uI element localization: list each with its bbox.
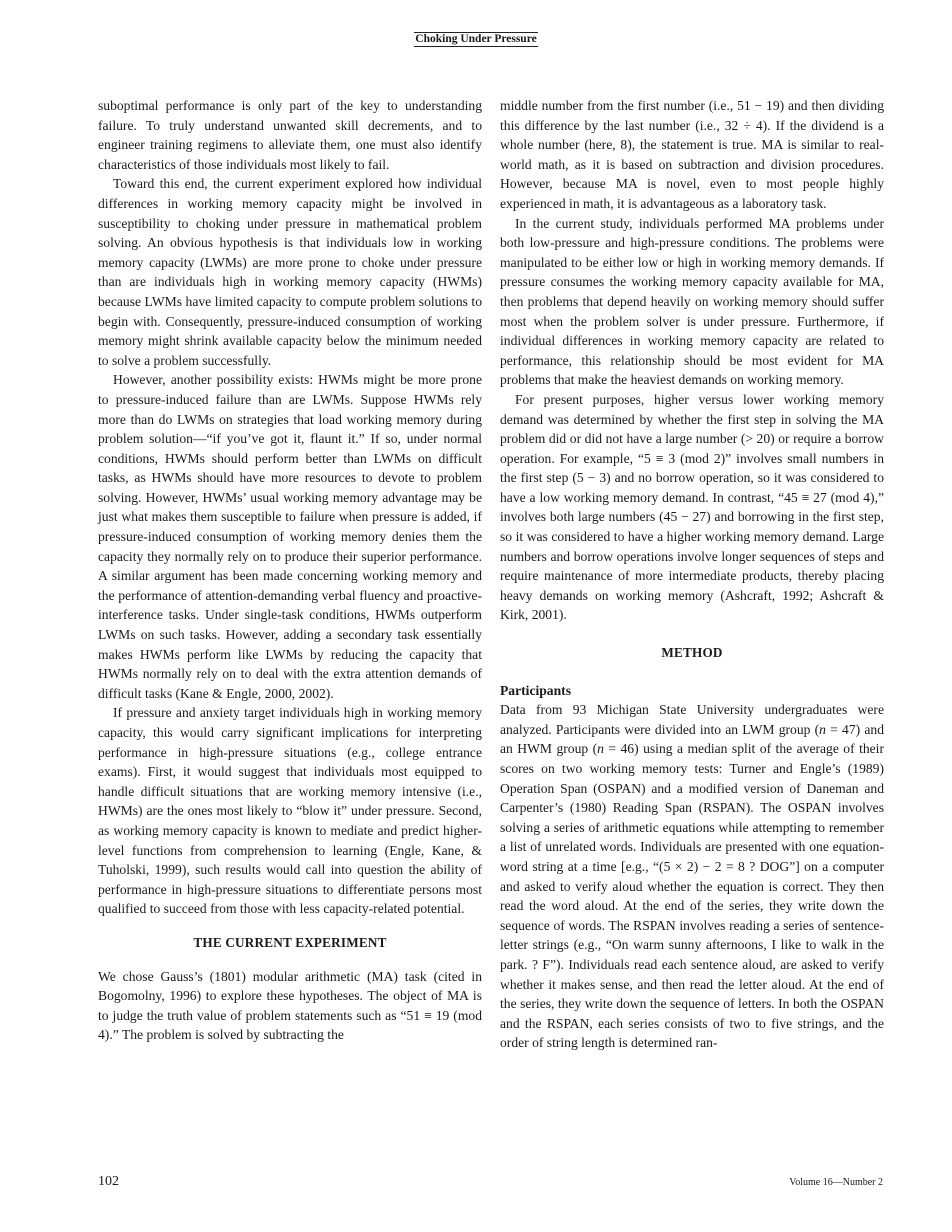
running-title: Choking Under Pressure [415,33,537,45]
left-paragraph-5: We chose Gauss’s (1801) modular arithmetic (MA) task (cited in Bogomolny, 1996) to explore these hypotheses. The object of MA is to judge the truth value of problem statements such as “51 ≡ 19 (mod 4).” The problem is solved by subtracting the [98,968,482,1043]
sample-size-symbol: n [597,741,604,757]
section-heading-method: METHOD [661,645,723,661]
volume-info: Volume 16—Number 2 [789,1177,883,1188]
right-paragraph-4: Data from 93 Michigan State University undergraduates were analyzed. Participants were divided into an LWM group (n = 47) and an HWM group (n = 46) using a median split of the average of their scores on two working memory tests: Turner and Engle’s (1989) Operation Span (OSPAN) and a modified version of Daneman and Carpenter’s (1980) Reading Span (RSPAN). The OSPAN involves solving a series of arithmetic equations while attempting to remember a list of unrelated words. Individuals are presented with one equation-word string at a time [e.g., “(5 × 2) − 2 = 8 ? DOG”] on a computer and asked to verify aloud whether the equation is correct. They then read the word aloud. At the end of the series, they write down the sequence of words. The RSPAN involves reading a series of sentence-letter strings (e.g., “On warm sunny afternoons, I like to walk in the park. ? F”). Individuals read each sentence aloud, are asked to verify whether it makes sense, and then read the letter aloud. At the end of the series, they write down the sequence of letters. In both the OSPAN and the RSPAN, each series consists of two to five strings, and the order of string length is determined ran- [500,702,884,1051]
subheading-participants: Participants [500,682,571,698]
page-number: 102 [98,1174,119,1189]
running-head [0,29,952,47]
right-paragraph-1: middle number from the first number (i.e., 51 − 19) and then dividing this difference by the last number (i.e., 32 ÷ 4). If the dividend is a whole number (here, 8), the statement is true. MA is similar to real-world math, as it is based on subtraction and division procedures. However, because MA is novel, even to most people highly experienced in math, it is advantageous as a laboratory task. [500,98,884,211]
left-paragraph-2: Toward this end, the current experiment explored how individual differences in working memory capacity might be involved in susceptibility to choking under pressure in mathematical problem solving. An obvious hypothesis is that individuals low in working memory capacity (LWMs) are more prone to choke under pressure than are individuals high in working memory capacity (HWMs) because LWMs have limited capacity to compute problem solutions to begin with. Consequently, pressure-induced consumption of working memory might shrink available capacity below the minimum needed to solve a problem successfully. [98,176,482,368]
left-paragraph-3: However, another possibility exists: HWMs might be more prone to pressure-induced failure than are LWMs. Suppose HWMs rely more than do LWMs on strategies that load working memory during problem solution—“if you’ve got it, flaunt it.” If so, under normal conditions, HWMs should perform better than LWMs on difficult tasks, as HWMs should have more resources to devote to problem solving. However, HWMs’ usual working memory advantage may be just what makes them susceptible to failure when pressure is added, if pressure-induced consumption of working memory denies them the capacity they normally rely on to produce their superior performance. A similar argument has been made concerning working memory and the performance of attention-demanding verbal fluency and proactive-interference tasks. Under single-task conditions, HWMs outperform LWMs on such tasks. However, adding a secondary task essentially makes HWMs perform like LWMs by reducing the capacity that HWMs normally rely on to deal with the extra attention demands of difficult tasks (Kane & Engle, 2000, 2002). [98,372,482,701]
left-paragraph-4: If pressure and anxiety target individuals high in working memory capacity, this would carry significant implications for interpreting performance in high-pressure situations (e.g., college entrance exams). First, it would suggest that individuals most equipped to handle difficult situations that are working memory intensive (i.e., HWMs) are the ones most likely to “blow it” under pressure. Second, as working memory capacity is known to mediate and predict higher-level functions from comprehension to learning (Engle, Kane, & Tuholski, 1999), such results would call into question the ability of performance in high-pressure situations to differentiate persons most qualified to succeed from those with less capacity-related potential. [98,705,482,917]
right-paragraph-3: For present purposes, higher versus lower working memory demand was determined by whether the first step in solving the MA problem did or did not have a large number (> 20) or require a borrow operation. For example, “5 ≡ 3 (mod 2)” involves small numbers in the first step (5 − 3) and no borrow operation, so it was considered to have a low working memory demand. In contrast, “45 ≡ 27 (mod 4),” involves both large numbers (45 − 27) and borrowing in the first step, so it was considered to have a higher working memory demand. Large numbers and borrow operations involve longer sequences of steps and require maintenance of more intermediate products, thereby placing heavy demands on working memory (Ashcraft, 1992; Ashcraft & Kirk, 2001). [500,391,884,623]
right-paragraph-2: In the current study, individuals performed MA problems under both low-pressure and high-pressure conditions. The problems were manipulated to be either low or high in working memory demands. If pressure consumes the working memory capacity available for MA, then problems that depend heavily on working memory should suffer most when the problem solver is under pressure. Furthermore, if individual differences in working memory capacity are related to performance, this relationship should be most evident for MA problems that make the heaviest demands on working memory. [500,215,884,388]
left-paragraph-1: suboptimal performance is only part of the key to understanding failure. To truly understand unwanted skill decrements, and to engineer training regimens to alleviate them, one must also identify characteristics of those individuals most likely to fail. [98,98,482,172]
section-heading-current-experiment: THE CURRENT EXPERIMENT [193,934,387,950]
left-column [98,96,482,1045]
sample-size-symbol: n [819,721,826,737]
right-column [500,96,884,1053]
